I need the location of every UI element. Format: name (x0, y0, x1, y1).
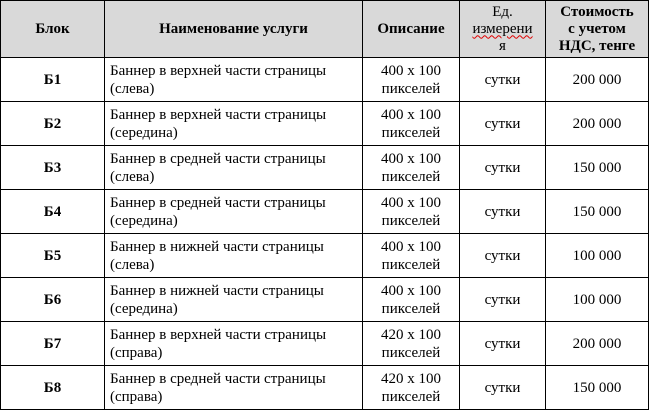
block-cell: Б5 (1, 234, 105, 278)
header-price-line3: НДС, тенге (558, 37, 636, 54)
table-row (1, 322, 649, 366)
service-name-line1: Баннер в средней части страницы (110, 370, 326, 387)
service-name-line2: (слева) (110, 80, 155, 97)
block-cell: Б6 (1, 278, 105, 322)
price-cell: 150 000 (546, 146, 649, 190)
table-row (1, 190, 649, 234)
header-price-line1: Стоимость (560, 3, 634, 20)
service-name-line2: (середина) (110, 300, 178, 317)
table-row (1, 58, 649, 102)
description-cell (363, 234, 460, 278)
unit-cell: сутки (460, 58, 546, 102)
service-name-cell (105, 58, 363, 102)
table-row (1, 102, 649, 146)
description-cell (363, 146, 460, 190)
service-name-line2: (справа) (110, 388, 163, 405)
description-unit: пикселей (381, 344, 441, 361)
description-cell (363, 366, 460, 410)
unit-cell: сутки (460, 322, 546, 366)
block-cell: Б3 (1, 146, 105, 190)
unit-cell: сутки (460, 190, 546, 234)
service-name-cell (105, 190, 363, 234)
service-name-cell (105, 366, 363, 410)
description-unit: пикселей (381, 168, 441, 185)
description-size: 400 x 100 (381, 282, 441, 299)
block-cell: Б1 (1, 58, 105, 102)
description-size: 400 x 100 (381, 62, 441, 79)
service-name-line1: Баннер в верхней части страницы (110, 62, 327, 79)
service-name-line2: (справа) (110, 344, 163, 361)
description-size: 420 x 100 (381, 370, 441, 387)
unit-cell: сутки (460, 234, 546, 278)
description-cell (363, 190, 460, 234)
service-name-line2: (середина) (110, 124, 178, 141)
header-service: Наименование услуги (105, 1, 363, 58)
block-cell: Б7 (1, 322, 105, 366)
description-size: 400 x 100 (381, 194, 441, 211)
header-price (546, 1, 649, 58)
service-name-cell (105, 234, 363, 278)
table-row (1, 278, 649, 322)
unit-cell: сутки (460, 366, 546, 410)
unit-cell: сутки (460, 102, 546, 146)
header-description: Описание (363, 1, 460, 58)
service-name-line1: Баннер в нижней части страницы (110, 238, 324, 255)
table-header (1, 1, 649, 58)
description-cell (363, 102, 460, 146)
block-cell: Б2 (1, 102, 105, 146)
description-size: 400 x 100 (381, 150, 441, 167)
description-unit: пикселей (381, 212, 441, 229)
description-unit: пикселей (381, 388, 441, 405)
service-name-line1: Баннер в верхней части страницы (110, 106, 327, 123)
table-row (1, 146, 649, 190)
description-size: 400 x 100 (381, 238, 441, 255)
service-name-cell (105, 278, 363, 322)
header-price-line2: с учетом (568, 20, 626, 37)
header-row (1, 1, 649, 58)
unit-cell: сутки (460, 278, 546, 322)
service-name-cell (105, 322, 363, 366)
header-block: Блок (1, 1, 105, 58)
table-row (1, 366, 649, 410)
price-cell: 200 000 (546, 102, 649, 146)
description-size: 400 x 100 (381, 106, 441, 123)
header-unit (460, 1, 546, 58)
service-name-line2: (слева) (110, 168, 155, 185)
description-unit: пикселей (381, 80, 441, 97)
table-body (1, 58, 649, 410)
header-unit-line3: я (499, 37, 506, 54)
service-name-line1: Баннер в средней части страницы (110, 150, 326, 167)
service-name-cell (105, 102, 363, 146)
service-name-cell (105, 146, 363, 190)
price-cell: 200 000 (546, 322, 649, 366)
header-unit-line1: Ед. (492, 3, 513, 20)
service-name-line1: Баннер в средней части страницы (110, 194, 326, 211)
unit-cell: сутки (460, 146, 546, 190)
price-cell: 200 000 (546, 58, 649, 102)
header-unit-line2: измерени (472, 20, 533, 37)
block-cell: Б4 (1, 190, 105, 234)
description-cell (363, 322, 460, 366)
service-name-line2: (слева) (110, 256, 155, 273)
price-cell: 100 000 (546, 278, 649, 322)
price-cell: 150 000 (546, 366, 649, 410)
description-unit: пикселей (381, 124, 441, 141)
service-name-line1: Баннер в нижней части страницы (110, 282, 324, 299)
block-cell: Б8 (1, 366, 105, 410)
description-unit: пикселей (381, 300, 441, 317)
description-cell (363, 278, 460, 322)
description-size: 420 x 100 (381, 326, 441, 343)
description-cell (363, 58, 460, 102)
service-name-line1: Баннер в верхней части страницы (110, 326, 327, 343)
description-unit: пикселей (381, 256, 441, 273)
service-name-line2: (середина) (110, 212, 178, 229)
table-row (1, 234, 649, 278)
price-cell: 100 000 (546, 234, 649, 278)
price-cell: 150 000 (546, 190, 649, 234)
